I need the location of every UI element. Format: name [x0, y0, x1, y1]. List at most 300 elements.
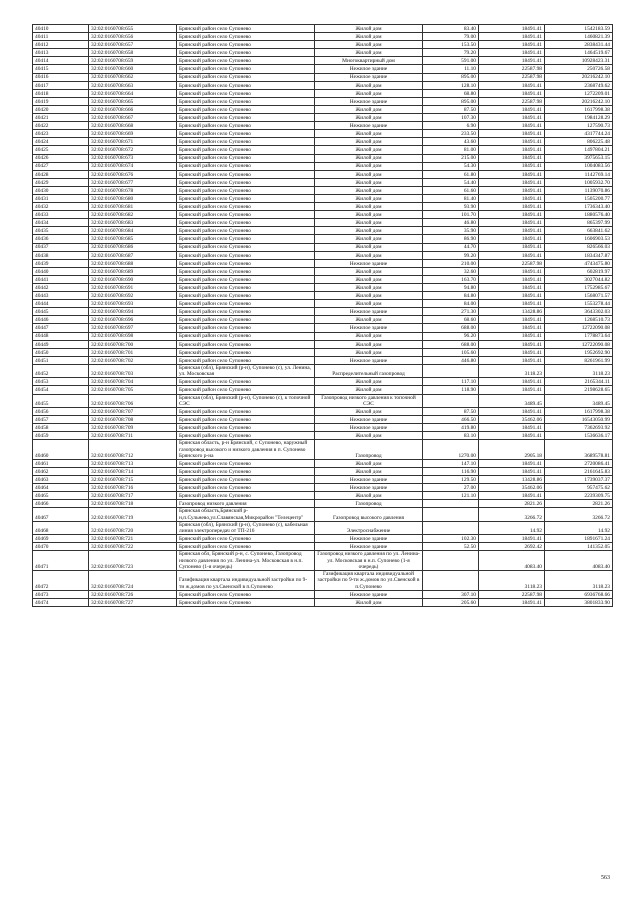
table-row [33, 49, 613, 57]
object-id-cell: 40410 [33, 25, 89, 33]
object-type-cell: Жилой дом [315, 459, 423, 467]
specific-value-cell: 18491.41 [479, 49, 545, 57]
cadastral-value-cell: 2838431.44 [545, 41, 613, 49]
cadastral-value-cell: 1739037.37 [545, 476, 613, 484]
cadastral-value-cell: 250726.58 [545, 65, 613, 73]
table-row [33, 332, 613, 340]
cadastral-value-cell: 663841.62 [545, 227, 613, 235]
cadastral-number-cell: 32:02:0160708:682 [89, 211, 177, 219]
area-cell: 153.50 [423, 41, 479, 49]
object-id-cell: 40422 [33, 122, 89, 130]
cadastral-value-cell: 826566.03 [545, 243, 613, 251]
object-id-cell: 40433 [33, 211, 89, 219]
table-row [33, 521, 613, 534]
cadastral-value-cell: 141352.05 [545, 543, 613, 551]
object-type-cell: Жилой дом [315, 178, 423, 186]
cadastral-value-cell: 8261961.99 [545, 356, 613, 364]
object-id-cell: 40471 [33, 551, 89, 571]
address-cell: Брянский район село Супонево [177, 105, 315, 113]
table-row [33, 97, 613, 105]
object-id-cell: 40462 [33, 468, 89, 476]
table-row [33, 492, 613, 500]
object-id-cell: 40441 [33, 275, 89, 283]
cadastral-value-cell: 3118.23 [545, 571, 613, 591]
object-type-cell: Нежилое здание [315, 324, 423, 332]
table-row [33, 459, 613, 467]
address-cell: Брянская обл, Брянский р-н, с. Супонево, Газопровод низкого давления по ул. Ленина-ул. Московская в н.п. Супонево (1-я очередь) [177, 551, 315, 571]
cadastral-value-cell: 806225.48 [545, 138, 613, 146]
specific-value-cell: 35462.06 [479, 484, 545, 492]
cadastral-number-cell: 32:02:0160708:707 [89, 407, 177, 415]
area-cell: 116.90 [423, 468, 479, 476]
cadastral-value-cell: 3975653.15 [545, 154, 613, 162]
area-cell: 101.70 [423, 211, 479, 219]
cadastral-number-cell: 32:02:0160708:709 [89, 424, 177, 432]
area-cell: 163.70 [423, 275, 479, 283]
cadastral-number-cell: 32:02:0160708:722 [89, 543, 177, 551]
table-row [33, 146, 613, 154]
cadastral-value-cell: 602819.97 [545, 267, 613, 275]
specific-value-cell: 18491.41 [479, 154, 545, 162]
object-type-cell: Нежилое здание [315, 590, 423, 598]
cadastral-number-cell: 32:02:0160708:658 [89, 49, 177, 57]
object-id-cell: 40455 [33, 394, 89, 407]
cadastral-value-cell: 1834347.87 [545, 251, 613, 259]
object-type-cell: Нежилое здание [315, 543, 423, 551]
specific-value-cell: 18491.41 [479, 340, 545, 348]
object-id-cell: 40436 [33, 235, 89, 243]
area-cell: 54.40 [423, 178, 479, 186]
specific-value-cell: 18491.41 [479, 146, 545, 154]
specific-value-cell: 18491.41 [479, 324, 545, 332]
table-row [33, 500, 613, 508]
object-type-cell: Жилой дом [315, 348, 423, 356]
address-cell: Брянский район село Супонево [177, 300, 315, 308]
area-cell [423, 500, 479, 508]
cadastral-number-cell: 32:02:0160708:716 [89, 484, 177, 492]
object-type-cell: Жилой дом [315, 284, 423, 292]
area-cell: 117.10 [423, 378, 479, 386]
object-id-cell: 40468 [33, 521, 89, 534]
cadastral-number-cell: 32:02:0160708:704 [89, 378, 177, 386]
object-type-cell: Нежилое здание [315, 476, 423, 484]
cadastral-value-table [32, 24, 613, 607]
area-cell: 895.00 [423, 97, 479, 105]
cadastral-value-cell: 957475.62 [545, 484, 613, 492]
cadastral-number-cell: 32:02:0160708:687 [89, 251, 177, 259]
address-cell: Брянский район село Супонево [177, 432, 315, 440]
address-cell: Брянский район село Супонево [177, 543, 315, 551]
address-cell: Брянский район село Супонево [177, 476, 315, 484]
cadastral-number-cell: 32:02:0160708:659 [89, 57, 177, 65]
address-cell: Брянский район село Супонево [177, 275, 315, 283]
cadastral-number-cell: 32:02:0160708:669 [89, 130, 177, 138]
address-cell: Брянский район село Супонево [177, 356, 315, 364]
page-number: 563 [601, 875, 610, 881]
address-cell: Брянский район село Супонево [177, 284, 315, 292]
specific-value-cell: 4083.40 [479, 551, 545, 571]
table-row [33, 211, 613, 219]
table-row [33, 243, 613, 251]
cadastral-number-cell: 32:02:0160708:689 [89, 267, 177, 275]
cadastral-number-cell: 32:02:0160708:663 [89, 81, 177, 89]
object-type-cell: Нежилое здание [315, 65, 423, 73]
specific-value-cell: 18491.41 [479, 57, 545, 65]
area-cell: 83.40 [423, 25, 479, 33]
address-cell: Брянский район село Супонево [177, 484, 315, 492]
area-cell: 6.90 [423, 122, 479, 130]
object-id-cell: 40430 [33, 186, 89, 194]
object-id-cell: 40450 [33, 348, 89, 356]
address-cell: Брянский район село Супонево [177, 416, 315, 424]
object-type-cell: Нежилое здание [315, 356, 423, 364]
cadastral-number-cell: 32:02:0160708:678 [89, 186, 177, 194]
cadastral-value-cell: 1880576.40 [545, 211, 613, 219]
cadastral-value-cell: 6936768.66 [545, 590, 613, 598]
area-cell: 102.30 [423, 535, 479, 543]
object-type-cell: Жилой дом [315, 598, 423, 606]
address-cell: Газификация квартала индивидуальной застройки по 9-ти ж.домов по ул.Свенской в п.Супонево [177, 571, 315, 591]
object-type-cell: Жилой дом [315, 203, 423, 211]
specific-value-cell: 18491.41 [479, 492, 545, 500]
object-id-cell: 40467 [33, 508, 89, 521]
object-id-cell: 40412 [33, 41, 89, 49]
object-id-cell: 40413 [33, 49, 89, 57]
address-cell: Брянский район село Супонево [177, 41, 315, 49]
specific-value-cell: 18491.41 [479, 235, 545, 243]
object-type-cell: Жилой дом [315, 468, 423, 476]
object-id-cell: 40418 [33, 89, 89, 97]
object-id-cell: 40447 [33, 324, 89, 332]
table-body [33, 25, 613, 607]
area-cell: 83.10 [423, 432, 479, 440]
cadastral-number-cell: 32:02:0160708:684 [89, 227, 177, 235]
cadastral-value-cell: 1139070.86 [545, 186, 613, 194]
area-cell [423, 508, 479, 521]
object-type-cell: Жилой дом [315, 25, 423, 33]
area-cell: 61.80 [423, 170, 479, 178]
address-cell: Брянский район село Супонево [177, 251, 315, 259]
specific-value-cell: 2821.26 [479, 500, 545, 508]
cadastral-number-cell: 32:02:0160708:721 [89, 535, 177, 543]
specific-value-cell: 18491.41 [479, 300, 545, 308]
address-cell: Брянский район село Супонево [177, 97, 315, 105]
cadastral-value-cell: 1984128.29 [545, 114, 613, 122]
object-id-cell: 40427 [33, 162, 89, 170]
object-id-cell: 40465 [33, 492, 89, 500]
object-type-cell: Жилой дом [315, 186, 423, 194]
address-cell: Брянский район село Супонево [177, 340, 315, 348]
object-type-cell: Нежилое здание [315, 308, 423, 316]
area-cell: 32.60 [423, 267, 479, 275]
cadastral-value-cell: 1617998.38 [545, 105, 613, 113]
address-cell: Брянский район село Супонево [177, 598, 315, 606]
table-row [33, 543, 613, 551]
specific-value-cell: 18491.41 [479, 424, 545, 432]
cadastral-value-cell: 3643302.03 [545, 308, 613, 316]
area-cell: 35.90 [423, 227, 479, 235]
specific-value-cell: 18491.41 [479, 122, 545, 130]
cadastral-value-cell: 1778873.64 [545, 332, 613, 340]
table-row [33, 170, 613, 178]
address-cell: Брянский район село Супонево [177, 203, 315, 211]
specific-value-cell: 18491.41 [479, 194, 545, 202]
cadastral-value-cell: 1272209.01 [545, 89, 613, 97]
specific-value-cell: 18491.41 [479, 186, 545, 194]
object-type-cell: Распределительный газопровод [315, 364, 423, 377]
cadastral-number-cell: 32:02:0160708:672 [89, 146, 177, 154]
cadastral-number-cell: 32:02:0160708:702 [89, 356, 177, 364]
cadastral-value-cell: 4743475.80 [545, 259, 613, 267]
table-row [33, 194, 613, 202]
object-type-cell: Нежилое здание [315, 484, 423, 492]
cadastral-number-cell: 32:02:0160708:726 [89, 590, 177, 598]
specific-value-cell: 18491.41 [479, 170, 545, 178]
table-row [33, 468, 613, 476]
cadastral-value-cell: 1542183.59 [545, 25, 613, 33]
cadastral-number-cell: 32:02:0160708:666 [89, 105, 177, 113]
specific-value-cell: 3489.45 [479, 394, 545, 407]
specific-value-cell: 18491.41 [479, 292, 545, 300]
area-cell: 43.60 [423, 138, 479, 146]
table-row [33, 154, 613, 162]
address-cell: Брянская (обл), Брянский (р-н), Супонево (с), к топочной СЭС [177, 394, 315, 407]
cadastral-value-cell: 3689578.81 [545, 440, 613, 460]
address-cell: Брянский район село Супонево [177, 89, 315, 97]
specific-value-cell: 14.92 [479, 521, 545, 534]
cadastral-value-cell: 2165344.11 [545, 378, 613, 386]
object-id-cell: 40416 [33, 73, 89, 81]
specific-value-cell: 18491.41 [479, 356, 545, 364]
object-id-cell: 40449 [33, 340, 89, 348]
table-row [33, 81, 613, 89]
object-type-cell: Жилой дом [315, 130, 423, 138]
address-cell: Брянская область, р-н Брянский, с Супонево, наружный газопровод высокого и низкого давления в п. Супонево Брянского р-на [177, 440, 315, 460]
cadastral-value-cell: 1617998.38 [545, 407, 613, 415]
object-type-cell: Нежилое здание [315, 122, 423, 130]
object-type-cell: Газопровод [315, 440, 423, 460]
address-cell: Брянский район село Супонево [177, 378, 315, 386]
object-id-cell: 40425 [33, 146, 89, 154]
cadastral-value-cell: 3801833.90 [545, 598, 613, 606]
cadastral-value-cell: 865397.99 [545, 219, 613, 227]
specific-value-cell: 18491.41 [479, 243, 545, 251]
object-id-cell: 40411 [33, 33, 89, 41]
object-id-cell: 40445 [33, 308, 89, 316]
object-type-cell: Жилой дом [315, 89, 423, 97]
address-cell: Брянский район село Супонево [177, 468, 315, 476]
object-id-cell: 40435 [33, 227, 89, 235]
area-cell: 84.00 [423, 300, 479, 308]
table-row [33, 186, 613, 194]
area-cell: 205.60 [423, 598, 479, 606]
specific-value-cell: 22587.98 [479, 590, 545, 598]
area-cell: 591.00 [423, 57, 479, 65]
table-row [33, 386, 613, 394]
specific-value-cell: 18491.41 [479, 105, 545, 113]
cadastral-value-cell: 4083.40 [545, 551, 613, 571]
object-id-cell: 40424 [33, 138, 89, 146]
table-row [33, 73, 613, 81]
area-cell: 68.60 [423, 316, 479, 324]
address-cell: Брянский район село Супонево [177, 292, 315, 300]
address-cell: Брянский район село Супонево [177, 25, 315, 33]
address-cell: Брянский район село Супонево [177, 178, 315, 186]
area-cell: 79.20 [423, 49, 479, 57]
area-cell [423, 394, 479, 407]
cadastral-number-cell: 32:02:0160708:660 [89, 65, 177, 73]
cadastral-number-cell: 32:02:0160708:703 [89, 364, 177, 377]
area-cell: 215.00 [423, 154, 479, 162]
specific-value-cell: 18491.41 [479, 41, 545, 49]
cadastral-number-cell: 32:02:0160708:690 [89, 275, 177, 283]
object-type-cell: Жилой дом [315, 235, 423, 243]
table-row [33, 122, 613, 130]
specific-value-cell: 18491.41 [479, 598, 545, 606]
specific-value-cell: 18491.41 [479, 114, 545, 122]
cadastral-number-cell: 32:02:0160708:688 [89, 259, 177, 267]
cadastral-value-cell: 1005932.70 [545, 178, 613, 186]
address-cell: Брянский район село Супонево [177, 324, 315, 332]
table-row [33, 251, 613, 259]
address-cell: Брянский район село Супонево [177, 316, 315, 324]
cadastral-value-cell: 1268510.73 [545, 316, 613, 324]
specific-value-cell: 18491.41 [479, 267, 545, 275]
table-row [33, 235, 613, 243]
table-row [33, 348, 613, 356]
cadastral-number-cell: 32:02:0160708:718 [89, 500, 177, 508]
cadastral-value-cell: 12722090.08 [545, 324, 613, 332]
specific-value-cell: 2905.18 [479, 440, 545, 460]
object-type-cell: Нежилое здание [315, 73, 423, 81]
area-cell: 99.20 [423, 251, 479, 259]
cadastral-value-cell: 1505200.77 [545, 194, 613, 202]
cadastral-number-cell: 32:02:0160708:697 [89, 324, 177, 332]
table-row [33, 440, 613, 460]
cadastral-number-cell: 32:02:0160708:691 [89, 284, 177, 292]
cadastral-value-cell: 1004083.56 [545, 162, 613, 170]
table-row [33, 227, 613, 235]
cadastral-number-cell: 32:02:0160708:673 [89, 154, 177, 162]
area-cell: 93.90 [423, 203, 479, 211]
area-cell: 210.00 [423, 259, 479, 267]
object-type-cell: Газопровод высокого давления [315, 508, 423, 521]
cadastral-value-cell: 1497804.21 [545, 146, 613, 154]
cadastral-number-cell: 32:02:0160708:712 [89, 440, 177, 460]
cadastral-number-cell: 32:02:0160708:696 [89, 316, 177, 324]
table-row [33, 416, 613, 424]
object-id-cell: 40431 [33, 194, 89, 202]
object-id-cell: 40438 [33, 251, 89, 259]
table-row [33, 424, 613, 432]
object-type-cell: Жилой дом [315, 340, 423, 348]
area-cell: 96.20 [423, 332, 479, 340]
object-id-cell: 40473 [33, 590, 89, 598]
object-id-cell: 40444 [33, 300, 89, 308]
area-cell: 84.80 [423, 292, 479, 300]
address-cell: Брянский район село Супонево [177, 259, 315, 267]
specific-value-cell: 13428.86 [479, 476, 545, 484]
address-cell: Брянский район село Супонево [177, 267, 315, 275]
area-cell: 44.70 [423, 243, 479, 251]
object-type-cell: Жилой дом [315, 162, 423, 170]
area-cell [423, 571, 479, 591]
address-cell: Брянский район село Супонево [177, 407, 315, 415]
object-id-cell: 40458 [33, 424, 89, 432]
cadastral-value-cell: 7362693.92 [545, 424, 613, 432]
table-row [33, 292, 613, 300]
object-type-cell: Жилой дом [315, 275, 423, 283]
object-id-cell: 40469 [33, 535, 89, 543]
address-cell: Брянский район село Супонево [177, 386, 315, 394]
object-id-cell: 40451 [33, 356, 89, 364]
cadastral-value-cell: 14.92 [545, 521, 613, 534]
specific-value-cell: 18491.41 [479, 211, 545, 219]
specific-value-cell: 18491.41 [479, 81, 545, 89]
table-row [33, 484, 613, 492]
table-row [33, 33, 613, 41]
address-cell: Брянский район село Супонево [177, 348, 315, 356]
specific-value-cell: 3118.23 [479, 571, 545, 591]
area-cell: 86.90 [423, 235, 479, 243]
area-cell: 81.40 [423, 194, 479, 202]
area-cell: 94.80 [423, 284, 479, 292]
cadastral-number-cell: 32:02:0160708:724 [89, 571, 177, 591]
specific-value-cell: 18491.41 [479, 89, 545, 97]
table-row [33, 324, 613, 332]
object-type-cell: Газопровод низкого давления по ул. Ленина-ул. Московская в н.п. Супонево (1-я очередь) [315, 551, 423, 571]
cadastral-value-cell: 3118.23 [545, 364, 613, 377]
specific-value-cell: 2692.42 [479, 543, 545, 551]
specific-value-cell: 18491.41 [479, 284, 545, 292]
object-id-cell: 40454 [33, 386, 89, 394]
cadastral-value-cell: 1142769.14 [545, 170, 613, 178]
object-id-cell: 40429 [33, 178, 89, 186]
address-cell: Брянский район село Супонево [177, 146, 315, 154]
cadastral-number-cell: 32:02:0160708:657 [89, 41, 177, 49]
cadastral-number-cell: 32:02:0160708:667 [89, 114, 177, 122]
specific-value-cell: 18491.41 [479, 178, 545, 186]
table-row [33, 65, 613, 73]
cadastral-number-cell: 32:02:0160708:668 [89, 122, 177, 130]
table-row [33, 571, 613, 591]
object-id-cell: 40459 [33, 432, 89, 440]
object-type-cell: Жилой дом [315, 194, 423, 202]
cadastral-number-cell: 32:02:0160708:683 [89, 219, 177, 227]
object-id-cell: 40426 [33, 154, 89, 162]
area-cell: 129.50 [423, 476, 479, 484]
cadastral-value-cell: 1464519.67 [545, 49, 613, 57]
cadastral-number-cell: 32:02:0160708:717 [89, 492, 177, 500]
object-type-cell: Нежилое здание [315, 259, 423, 267]
table-row [33, 535, 613, 543]
address-cell: Брянский район село Супонево [177, 332, 315, 340]
object-type-cell: Многоквартирный дом [315, 57, 423, 65]
cadastral-value-cell: 1553278.44 [545, 300, 613, 308]
specific-value-cell: 18491.41 [479, 407, 545, 415]
cadastral-value-cell: 2368749.62 [545, 81, 613, 89]
object-id-cell: 40474 [33, 598, 89, 606]
specific-value-cell: 18491.41 [479, 219, 545, 227]
object-type-cell: Жилой дом [315, 105, 423, 113]
area-cell: 105.60 [423, 348, 479, 356]
object-type-cell: Электроснабжение [315, 521, 423, 534]
address-cell: Брянский район село Супонево [177, 535, 315, 543]
object-id-cell: 40440 [33, 267, 89, 275]
object-id-cell: 40456 [33, 407, 89, 415]
specific-value-cell: 22587.98 [479, 259, 545, 267]
cadastral-value-cell: 1736343.40 [545, 203, 613, 211]
